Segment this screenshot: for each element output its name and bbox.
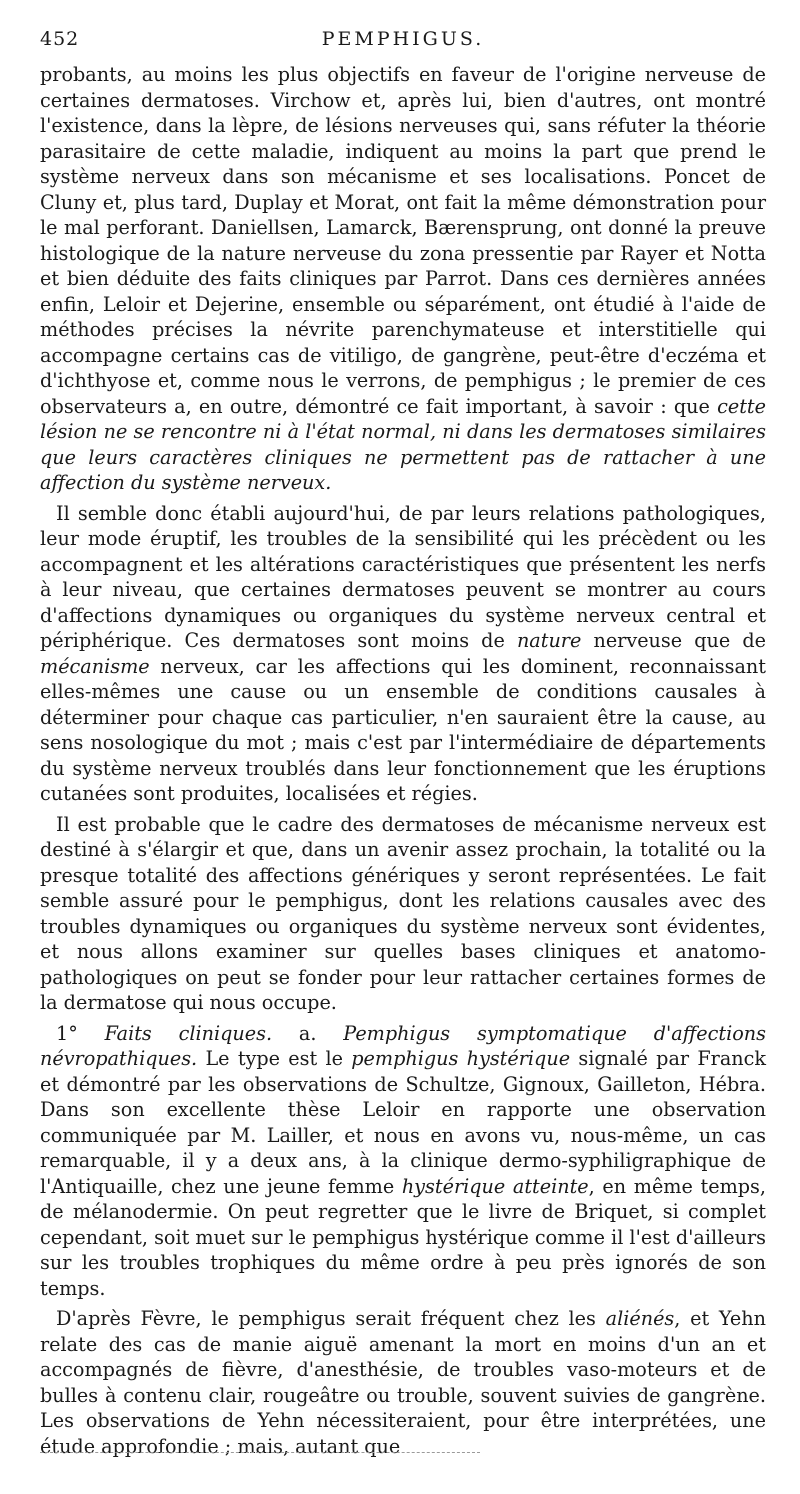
running-head <box>40 22 766 62</box>
section-heading: Faits cliniques. <box>104 1021 273 1045</box>
paragraph-4-italic-term: pemphigus hystérique <box>351 1047 571 1070</box>
paragraph-2-text-a: Il semble donc établi aujourd'hui, de par leurs relations pathologiques, leur mode éruptif, les troubles de la sensibilité qui les précèdent ou les accompagnent et les altérations caractéristiques que présentent les nerfs à leur niveau, que certaines dermatoses peuvent se montrer au cours d'affections dynamiques ou organiques du système nerveux central et périphérique. Ces dermatoses sont moins de <box>40 501 766 652</box>
paragraph-5-italic-alienes: aliénés <box>605 1307 675 1330</box>
book-page <box>40 22 766 1459</box>
subsection-heading: Pemphigus symptomatique d'affections névropathiques. <box>40 1021 766 1070</box>
paragraph-3 <box>40 812 766 1016</box>
paragraph-4-italic-hysterique: hystérique atteinte <box>401 1174 589 1198</box>
paragraph-5 <box>40 1306 766 1459</box>
running-title: PEMPHIGUS. <box>321 28 485 50</box>
paragraph-1-italic-quote: cette lésion ne se rencontre ni à l'état normal, ni dans les dermatoses similaires que leurs caractères cliniques ne permettent pas de rattacher à une affection du système nerveux. <box>40 394 766 494</box>
paragraph-2-text-b: nerveuse que de <box>581 629 766 652</box>
paragraph-4-text-a: Le type est le <box>197 1047 352 1070</box>
paragraph-2-italic-mecanisme: mécanisme <box>40 654 150 678</box>
paragraph-4-text-c: , en même temps, de mélanodermie. On peut regretter que le livre de Briquet, si complet cependant, soit muet sur le pemphigus hystérique comme il l'est d'ailleurs sur les troubles trophiques du même ordre à peu près ignorés de son temps. <box>40 1174 766 1300</box>
paragraph-5-text-a: D'après Fèvre, le pemphigus serait fréquent chez les <box>56 1307 606 1330</box>
paragraph-4-text-b: signalé par Franck et démontré par les observations de Schultze, Gignoux, Gailleton, Hébra. Dans son excellente thèse Leloir en rapporte une observation communiquée par M. Lailler, et nous en avons vu, nous-même, un cas remarquable, il y a deux ans, à la clinique dermo-syphiligraphique de l'Antiquaille, chez une jeune femme <box>40 1047 767 1198</box>
paragraph-1 <box>40 62 766 496</box>
page-number: 452 <box>40 28 80 50</box>
paragraph-2-italic-nature: nature <box>516 629 582 652</box>
section-number: 1° <box>56 1021 105 1045</box>
paragraph-2-text-c: nerveux, car les affections qui les dominent, reconnaissant elles-mêmes une cause ou un ensemble de conditions causales à déterminer pour chaque cas particulier, n'en sauraient être la cause, au sens nosologique du mot ; mais c'est par l'intermédiaire de départements du système nerveux troublés dans leur fonctionnement que les éruptions cutanées sont produites, localisées et régies. <box>40 654 766 805</box>
paragraph-2 <box>40 501 766 807</box>
paragraph-5-text-b: , et Yehn relate des cas de manie aiguë amenant la mort en moins d'un an et accompagnés de fièvre, d'anesthésie, de troubles vaso-moteurs et de bulles à contenu clair, rougeâtre ou trouble, souvent suivies de gangrène. Les observations de Yehn nécessiteraient, pour être interprétées, une étude approfondie ; mais, autant que <box>40 1307 767 1458</box>
paragraph-1-text: probants, au moins les plus objectifs en faveur de l'origine nerveuse de certaines dermatoses. Virchow et, après lui, bien d'autres, ont montré l'existence, dans la lèpre, de lésions nerveuses qui, sans réfuter la théorie parasitaire de cette maladie, indiquent au moins la part que prend le système nerveux dans son mécanisme et ses localisations. Poncet de Cluny et, plus tard, Duplay et Morat, ont fait la même démonstration pour le mal perforant. Daniellsen, Lamarck, Bærensprung, ont donné la preuve histologique de la nature nerveuse du zona pressentie par Rayer et Notta et bien déduite des faits cliniques par Parrot. Dans ces dernières années enfin, Leloir et Dejerine, ensemble ou séparément, ont étudié à l'aide de méthodes précises la névrite parenchymateuse et interstitielle qui accompagne certains cas de vitiligo, de gangrène, peut-être d'eczéma et d'ichthyose et, comme nous le verrons, de pemphigus ; le premier de ces observateurs a, en outre, démontré ce fait important, à savoir : que <box>40 63 766 418</box>
paragraph-3-text: Il est probable que le cadre des dermatoses de mécanisme nerveux est destiné à s'élargir et que, dans un avenir assez prochain, la totalité ou la presque totalité des affections génériques y seront représentées. Le fait semble assuré pour le pemphigus, dont les relations causales avec des troubles dynamiques ou organiques du système nerveux sont évidentes, et nous allons examiner sur quelles bases cliniques et anatomo-pathologiques on peut se fonder pour leur rattacher certaines formes de la dermatose qui nous occupe. <box>40 812 766 1014</box>
body-text <box>40 62 766 1459</box>
footer-dashed-rule <box>40 1452 480 1453</box>
subsection-letter: a. <box>272 1021 344 1045</box>
paragraph-4 <box>40 1021 766 1302</box>
